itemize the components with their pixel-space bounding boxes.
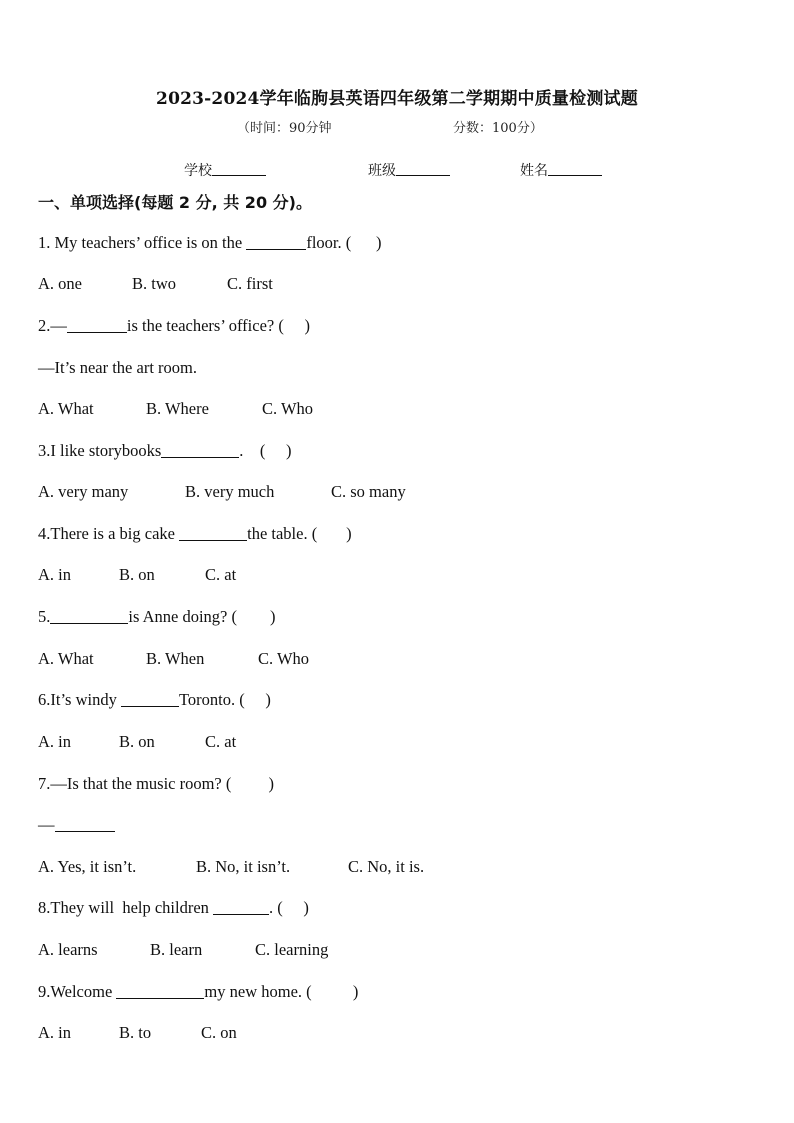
question-1 — [38, 233, 381, 253]
question-text: 1. My teachers’ office is on the — [38, 233, 247, 252]
option-a[interactable]: A. What — [38, 649, 94, 668]
question-text: 3.I like storybooks — [38, 441, 162, 460]
question-text: 5. — [38, 607, 51, 626]
option-a[interactable]: A. Yes, it isn’t. — [38, 857, 137, 876]
option-b[interactable]: B. learn — [150, 940, 203, 959]
option-c[interactable]: C. at — [205, 565, 237, 584]
answer-blank[interactable] — [121, 692, 179, 707]
question-text: . ( ) — [269, 898, 309, 917]
name-field — [520, 160, 602, 180]
question-text: 9.Welcome — [38, 982, 117, 1001]
school-label: 学校 — [184, 163, 212, 179]
option-b[interactable]: B. Where — [146, 399, 209, 418]
question-5 — [38, 607, 275, 627]
name-label: 姓名 — [520, 163, 548, 179]
class-field — [368, 160, 450, 180]
question-2 — [38, 316, 310, 336]
option-a[interactable]: A. in — [38, 1023, 71, 1042]
option-c[interactable]: C. No, it is. — [348, 857, 425, 876]
question-text: my new home. ( ) — [204, 982, 359, 1001]
page-title: 2023-2024学年临朐县英语四年级第二学期期中质量检测试题 — [156, 89, 638, 109]
question-text: Toronto. ( ) — [178, 690, 271, 709]
answer-blank[interactable] — [179, 526, 247, 541]
option-a[interactable]: A. learns — [38, 940, 98, 959]
option-b[interactable]: B. on — [119, 732, 155, 751]
question-7: 7.—Is that the music room? ( ) — [38, 774, 274, 793]
exam-score: 分数：100分） — [453, 121, 543, 136]
question-9 — [38, 982, 358, 1002]
option-a[interactable]: A. one — [38, 274, 82, 293]
question-text: . ( ) — [239, 441, 292, 460]
answer-blank[interactable] — [67, 318, 127, 333]
option-b[interactable]: B. to — [119, 1023, 152, 1042]
option-a[interactable]: A. in — [38, 732, 71, 751]
section-title: 一、单项选择(每题 2 分, 共 20 分)。 — [38, 193, 312, 212]
answer-blank[interactable] — [246, 235, 306, 250]
option-b[interactable]: B. No, it isn’t. — [196, 857, 291, 876]
option-a[interactable]: A. in — [38, 565, 71, 584]
option-c[interactable]: C. first — [227, 274, 273, 293]
option-c[interactable]: C. so many — [331, 482, 406, 501]
option-c[interactable]: C. Who — [262, 399, 314, 418]
option-c[interactable]: C. on — [201, 1023, 237, 1042]
option-a[interactable]: A. What — [38, 399, 94, 418]
answer-blank[interactable] — [50, 609, 128, 624]
question-8 — [38, 898, 309, 918]
option-b[interactable]: B. When — [146, 649, 205, 668]
question-text: is Anne doing? ( ) — [128, 607, 276, 626]
answer-blank[interactable] — [213, 900, 269, 915]
answer-blank[interactable] — [161, 443, 239, 458]
question-3 — [38, 441, 292, 461]
option-b[interactable]: B. very much — [185, 482, 275, 501]
question-text: 4.There is a big cake — [38, 524, 180, 543]
option-c[interactable]: C. Who — [258, 649, 310, 668]
question-text: 6.It’s windy — [38, 690, 121, 709]
class-label: 班级 — [368, 163, 396, 179]
option-c[interactable]: C. learning — [255, 940, 329, 959]
option-c[interactable]: C. at — [205, 732, 237, 751]
option-a[interactable]: A. very many — [38, 482, 129, 501]
answer-line: —It’s near the art room. — [38, 358, 197, 377]
school-blank[interactable] — [212, 161, 266, 176]
answer-blank[interactable] — [116, 984, 204, 999]
class-blank[interactable] — [396, 161, 450, 176]
exam-time: （时间：90分钟 — [237, 121, 332, 136]
question-4 — [38, 524, 352, 544]
question-text: floor. ( ) — [306, 233, 382, 252]
question-text: 2.— — [38, 316, 67, 335]
dash: — — [38, 815, 55, 834]
question-text: 8.They will help children — [38, 898, 214, 917]
option-b[interactable]: B. two — [132, 274, 177, 293]
option-b[interactable]: B. on — [119, 565, 155, 584]
answer-line — [38, 815, 115, 835]
question-text: the table. ( ) — [247, 524, 352, 543]
question-6 — [38, 690, 271, 710]
name-blank[interactable] — [548, 161, 602, 176]
answer-blank[interactable] — [55, 817, 115, 832]
question-text: is the teachers’ office? ( ) — [126, 316, 310, 335]
school-field — [184, 160, 266, 180]
